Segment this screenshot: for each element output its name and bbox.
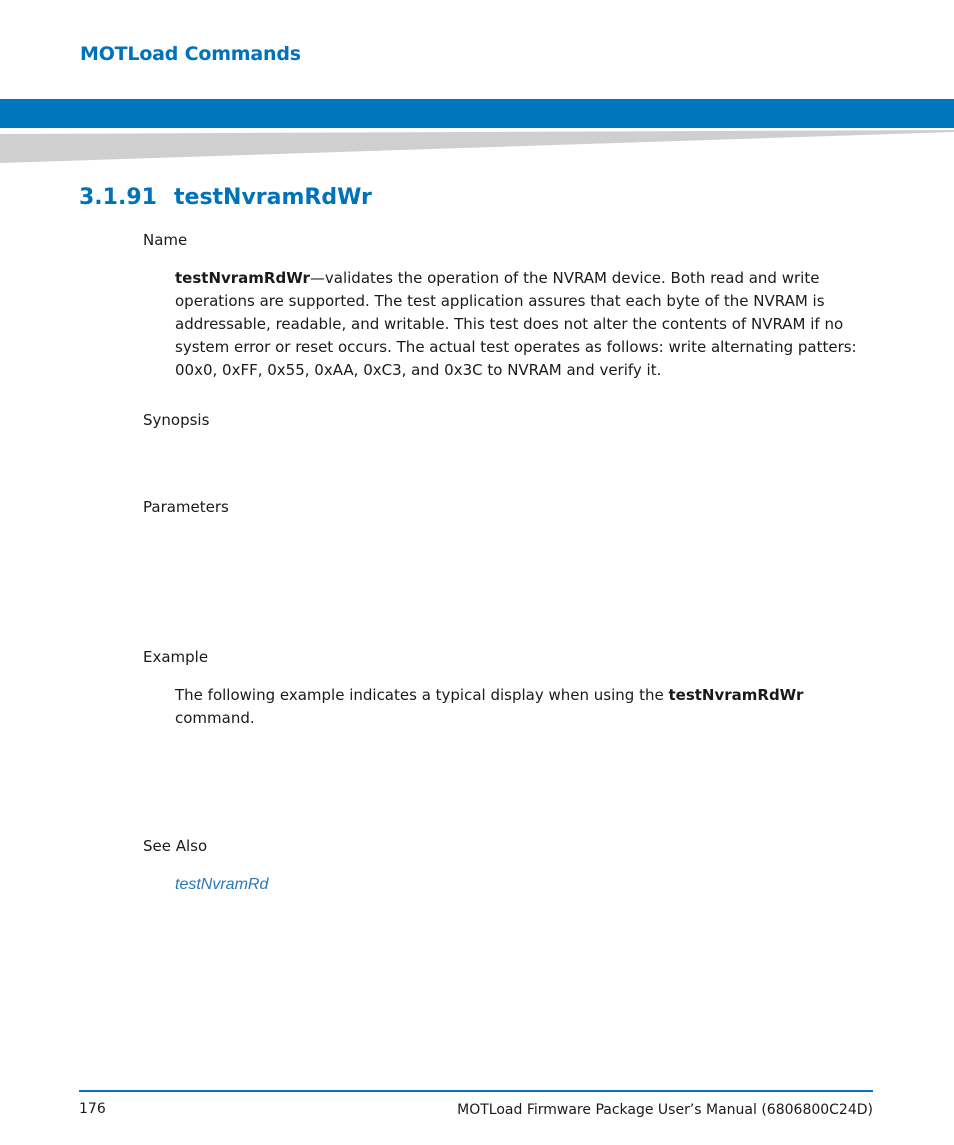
parameters-label: Parameters xyxy=(143,498,229,516)
see-also-label: See Also xyxy=(143,837,208,855)
header-blue-band xyxy=(0,99,954,128)
see-also-link-testnvramrd[interactable]: testNvramRd xyxy=(175,876,269,893)
running-header-title: MOTLoad Commands xyxy=(78,40,303,68)
example-text-before: The following example indicates a typical display when using the xyxy=(175,686,669,704)
example-text-after: command. xyxy=(175,709,255,727)
section-number: 3.1.91 xyxy=(79,185,157,210)
header-gray-wedge xyxy=(0,130,954,163)
gray-wedge-shape xyxy=(0,130,954,163)
name-label: Name xyxy=(143,231,188,249)
command-description: —validates the operation of the NVRAM device. Both read and write operations are supported. The test application assures that each byte of the NVRAM is addressable, readable, and writable. This test does not alter the contents of NVRAM if no system error or reset occurs. The actual test operates as follows: write alternating patters: 00x0, 0xFF, 0x55, 0xAA, 0xC3, and 0x3C to NVRAM and verify it. xyxy=(175,269,857,379)
example-command: testNvramRdWr xyxy=(668,686,804,704)
example-description xyxy=(175,684,865,730)
footer-document-title: MOTLoad Firmware Package User’s Manual (6806800C24D) xyxy=(457,1102,873,1118)
example-label: Example xyxy=(143,648,209,666)
section-title: testNvramRdWr xyxy=(174,185,372,210)
command-name: testNvramRdWr xyxy=(175,269,310,287)
synopsis-label: Synopsis xyxy=(143,411,210,429)
section-heading xyxy=(79,182,372,214)
footer-rule xyxy=(79,1090,873,1092)
name-description xyxy=(175,267,865,382)
page-number: 176 xyxy=(79,1101,106,1117)
